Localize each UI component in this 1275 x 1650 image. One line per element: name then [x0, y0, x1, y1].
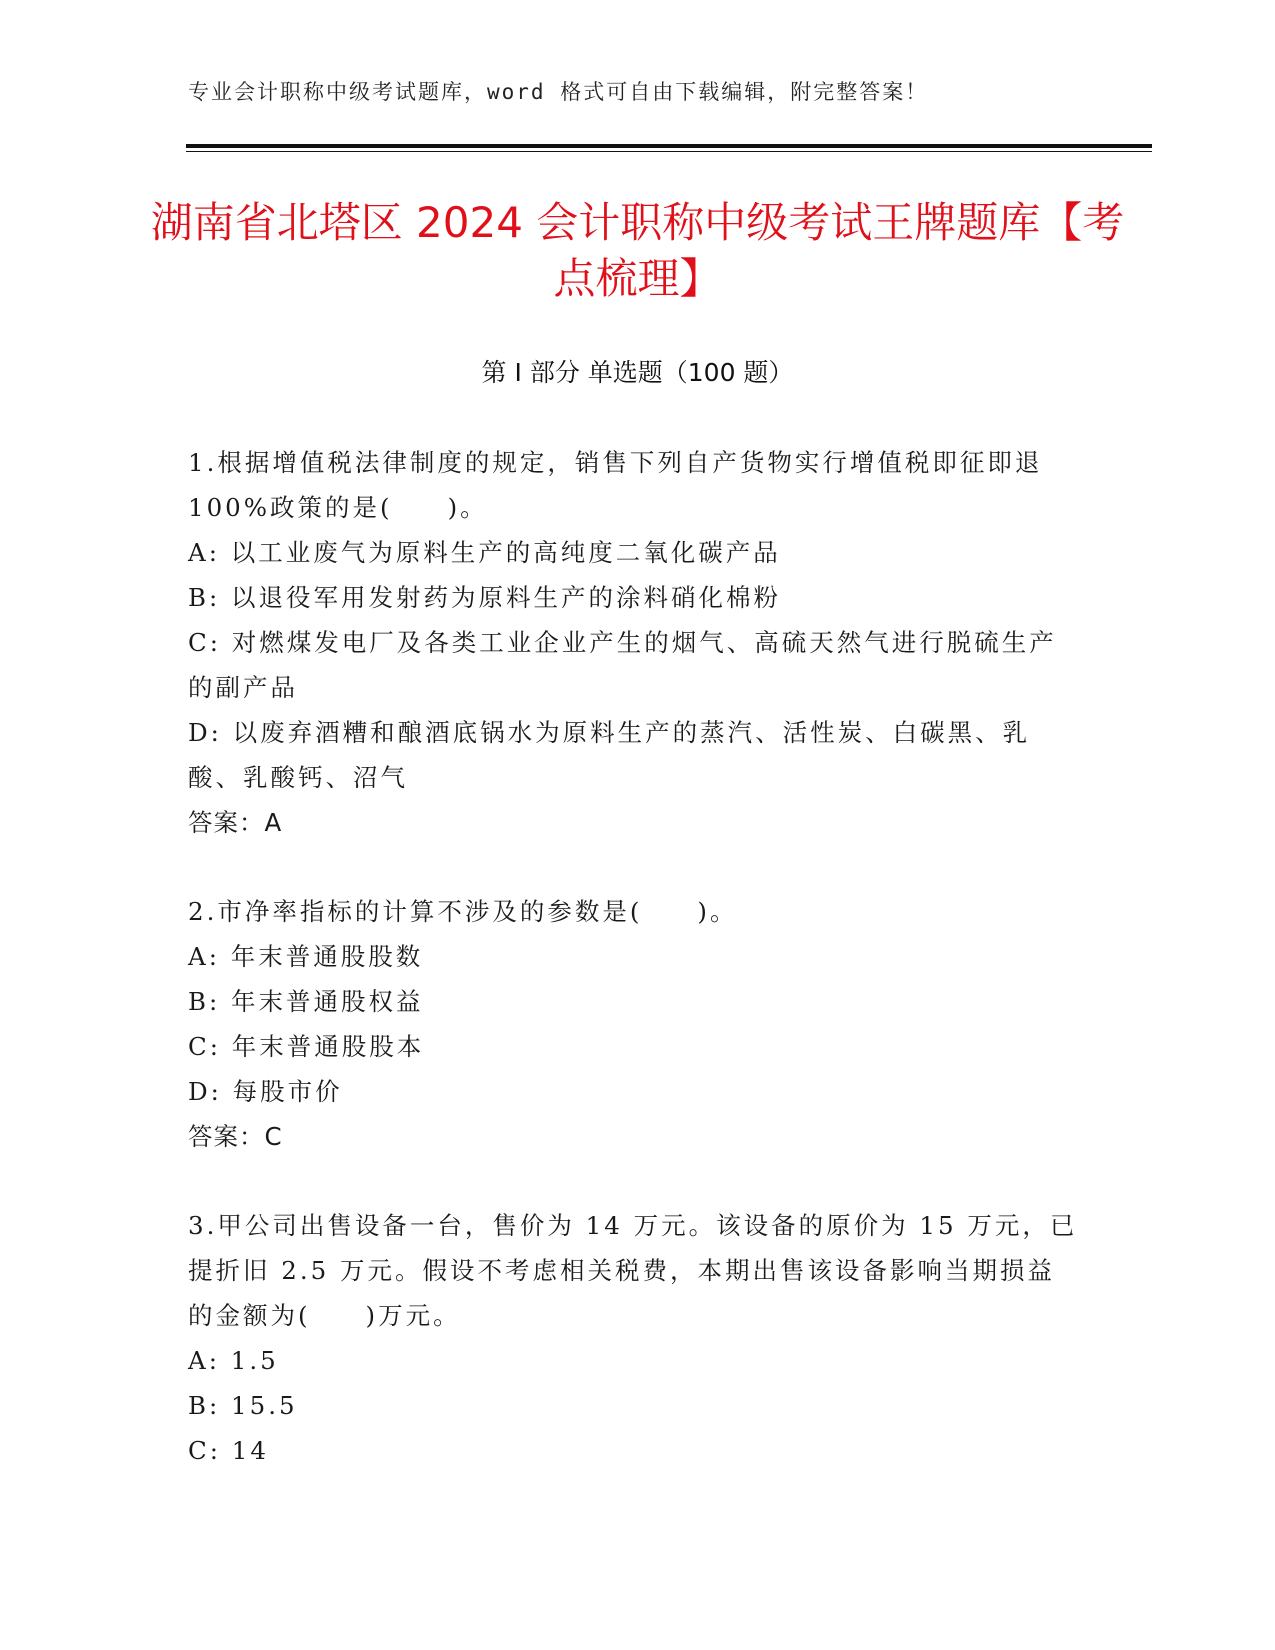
header-divider-thin — [186, 151, 1152, 152]
question-stem: 1.根据增值税法律制度的规定，销售下列自产货物实行增值税即征即退 100%政策的是( )。 — [188, 448, 1043, 522]
question-2 — [188, 889, 1078, 1159]
question-stem: 3.甲公司出售设备一台，售价为 14 万元。该设备的原价为 15 万元，已提折旧 2.5 万元。假设不考虑相关税费，本期出售该设备影响当期损益的金额为( )万元。 — [188, 1211, 1078, 1330]
header-note: 专业会计职称中级考试题库，word 格式可自由下载编辑，附完整答案！ — [188, 80, 929, 104]
question-3 — [188, 1203, 1078, 1473]
section-heading: 第 I 部分 单选题（100 题） — [481, 358, 794, 387]
question-option-b: B: 年末普通股权益 — [188, 987, 424, 1016]
question-option-d: D: 每股市价 — [188, 1077, 343, 1106]
question-option-a: A: 年末普通股股数 — [188, 942, 424, 971]
question-option-c: C: 14 — [188, 1436, 269, 1465]
question-1 — [188, 440, 1078, 845]
question-answer: 答案：C — [188, 1122, 283, 1151]
question-option-b: B: 15.5 — [188, 1391, 298, 1420]
question-option-a: A: 1.5 — [188, 1346, 279, 1375]
document-title: 湖南省北塔区 2024 会计职称中级考试王牌题库【考点梳理】 — [150, 198, 1125, 303]
question-option-a: A: 以工业废气为原料生产的高纯度二氧化碳产品 — [188, 538, 781, 567]
question-answer: 答案：A — [188, 808, 283, 837]
question-stem: 2.市净率指标的计算不涉及的参数是( )。 — [188, 897, 738, 926]
question-option-c: C: 年末普通股股本 — [188, 1032, 425, 1061]
header-divider-thick — [186, 144, 1152, 148]
question-option-c: C: 对燃煤发电厂及各类工业企业产生的烟气、高硫天然气进行脱硫生产的副产品 — [188, 628, 1057, 702]
question-option-b: B: 以退役军用发射药为原料生产的涂料硝化棉粉 — [188, 583, 782, 612]
question-option-d: D: 以废弃酒糟和酿酒底锅水为原料生产的蒸汽、活性炭、白碳黑、乳酸、乳酸钙、沼气 — [188, 718, 1031, 792]
question-list — [188, 440, 1078, 1517]
